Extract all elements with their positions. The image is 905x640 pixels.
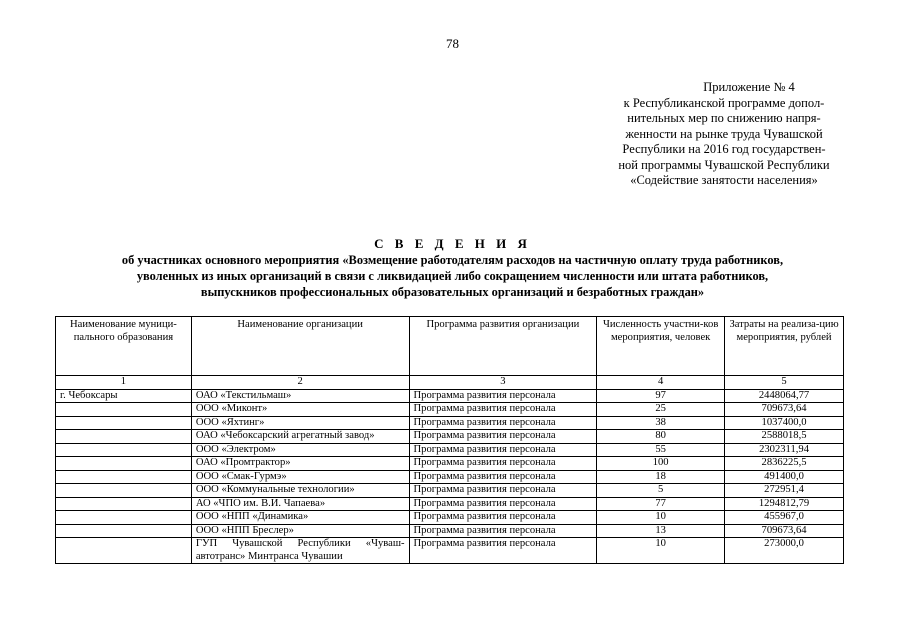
table-body <box>56 389 844 564</box>
cell-organization: ООО «Миконт» <box>191 403 409 417</box>
table-row <box>56 430 844 444</box>
table-row <box>56 511 844 525</box>
table-row <box>56 389 844 403</box>
cell-participants: 77 <box>597 497 725 511</box>
cell-municipality <box>56 457 192 471</box>
cell-participants: 97 <box>597 389 725 403</box>
table-row <box>56 497 844 511</box>
table-row <box>56 484 844 498</box>
cell-municipality <box>56 511 192 525</box>
cell-municipality <box>56 416 192 430</box>
appendix-line: женности на рынке труда Чувашской <box>625 126 823 141</box>
header-program: Программа развития организации <box>409 317 597 376</box>
header-costs: Затраты на реализа-цию мероприятия, рублей <box>725 317 844 376</box>
column-number: 4 <box>597 376 725 390</box>
cell-costs: 709673,64 <box>725 403 844 417</box>
cell-organization: ООО «Коммунальные технологии» <box>191 484 409 498</box>
column-number: 5 <box>725 376 844 390</box>
cell-participants: 13 <box>597 524 725 538</box>
subtitle-line: уволенных из иных организаций в связи с ликвидацией либо сокращением численности или штата работников, <box>136 269 769 283</box>
header-participants: Численность участни-ков мероприятия, человек <box>597 317 725 376</box>
appendix-line: к Республиканской программе допол- <box>623 95 825 110</box>
cell-program: Программа развития персонала <box>409 443 597 457</box>
table-header-row <box>56 317 844 376</box>
participants-table <box>55 316 844 564</box>
appendix-line: Республики на 2016 год государствен- <box>622 142 826 156</box>
table-row <box>56 524 844 538</box>
cell-organization: ОАО «Чебоксарский агрегатный завод» <box>191 430 409 444</box>
cell-municipality <box>56 484 192 498</box>
cell-costs: 2588018,5 <box>725 430 844 444</box>
cell-costs: 2302311,94 <box>725 443 844 457</box>
cell-municipality <box>56 538 192 564</box>
cell-organization: ООО «Электром» <box>191 443 409 457</box>
table-row <box>56 538 844 564</box>
cell-organization: ГУП Чувашской Республики «Чуваш-автотранс» Минтранса Чувашии <box>191 538 409 564</box>
cell-organization: АО «ЧПО им. В.И. Чапаева» <box>191 497 409 511</box>
appendix-line: нительных мер по снижению напря- <box>627 111 821 125</box>
column-number: 3 <box>409 376 597 390</box>
table-row <box>56 470 844 484</box>
cell-program: Программа развития персонала <box>409 389 597 403</box>
cell-program: Программа развития персонала <box>409 511 597 525</box>
column-number: 2 <box>191 376 409 390</box>
appendix-line: ной программы Чувашской Республики <box>618 157 830 172</box>
cell-participants: 100 <box>597 457 725 471</box>
cell-municipality <box>56 470 192 484</box>
subtitle-line: выпускников профессиональных образовательных организаций и безработных граждан» <box>200 285 705 299</box>
column-number: 1 <box>56 376 192 390</box>
cell-organization: ООО «НПП Бреслер» <box>191 524 409 538</box>
cell-program: Программа развития персонала <box>409 430 597 444</box>
cell-costs: 1294812,79 <box>725 497 844 511</box>
cell-organization: ООО «Смак-Гурмэ» <box>191 470 409 484</box>
cell-costs: 272951,4 <box>725 484 844 498</box>
table-row <box>56 416 844 430</box>
header-organization: Наименование организации <box>191 317 409 376</box>
cell-costs: 273000,0 <box>725 538 844 564</box>
cell-costs: 491400,0 <box>725 470 844 484</box>
appendix-heading: Приложение № 4 <box>703 80 795 94</box>
cell-program: Программа развития персонала <box>409 457 597 471</box>
cell-municipality <box>56 497 192 511</box>
cell-program: Программа развития персонала <box>409 470 597 484</box>
page-number: 78 <box>446 36 459 51</box>
cell-costs: 2448064,77 <box>725 389 844 403</box>
header-municipality: Наименование муници-пального образования <box>56 317 192 376</box>
cell-participants: 25 <box>597 403 725 417</box>
cell-participants: 38 <box>597 416 725 430</box>
cell-municipality <box>56 443 192 457</box>
cell-municipality <box>56 403 192 417</box>
cell-participants: 5 <box>597 484 725 498</box>
cell-participants: 10 <box>597 538 725 564</box>
cell-program: Программа развития персонала <box>409 524 597 538</box>
cell-costs: 1037400,0 <box>725 416 844 430</box>
column-number-row <box>56 376 844 390</box>
table-row <box>56 457 844 471</box>
cell-costs: 709673,64 <box>725 524 844 538</box>
cell-program: Программа развития персонала <box>409 403 597 417</box>
cell-organization: ООО «Яхтинг» <box>191 416 409 430</box>
document-subtitle <box>60 252 845 300</box>
cell-municipality <box>56 430 192 444</box>
appendix-body <box>608 96 840 189</box>
appendix-line: «Содействие занятости населения» <box>630 173 818 187</box>
document-title: С В Е Д Е Н И Я <box>374 236 531 251</box>
cell-municipality <box>56 524 192 538</box>
cell-costs: 455967,0 <box>725 511 844 525</box>
cell-participants: 10 <box>597 511 725 525</box>
appendix-note <box>608 80 840 189</box>
table-row <box>56 403 844 417</box>
cell-organization: ОАО «Текстильмаш» <box>191 389 409 403</box>
cell-program: Программа развития персонала <box>409 484 597 498</box>
cell-organization: ООО «НПП «Динамика» <box>191 511 409 525</box>
cell-organization: ОАО «Промтрактор» <box>191 457 409 471</box>
cell-municipality: г. Чебоксары <box>56 389 192 403</box>
cell-program: Программа развития персонала <box>409 538 597 564</box>
cell-participants: 18 <box>597 470 725 484</box>
cell-participants: 80 <box>597 430 725 444</box>
cell-costs: 2836225,5 <box>725 457 844 471</box>
table-row <box>56 443 844 457</box>
subtitle-line: об участниках основного мероприятия «Возмещение работодателям расходов на частичную оплату труда работников, <box>121 253 784 267</box>
cell-program: Программа развития персонала <box>409 416 597 430</box>
cell-program: Программа развития персонала <box>409 497 597 511</box>
cell-participants: 55 <box>597 443 725 457</box>
